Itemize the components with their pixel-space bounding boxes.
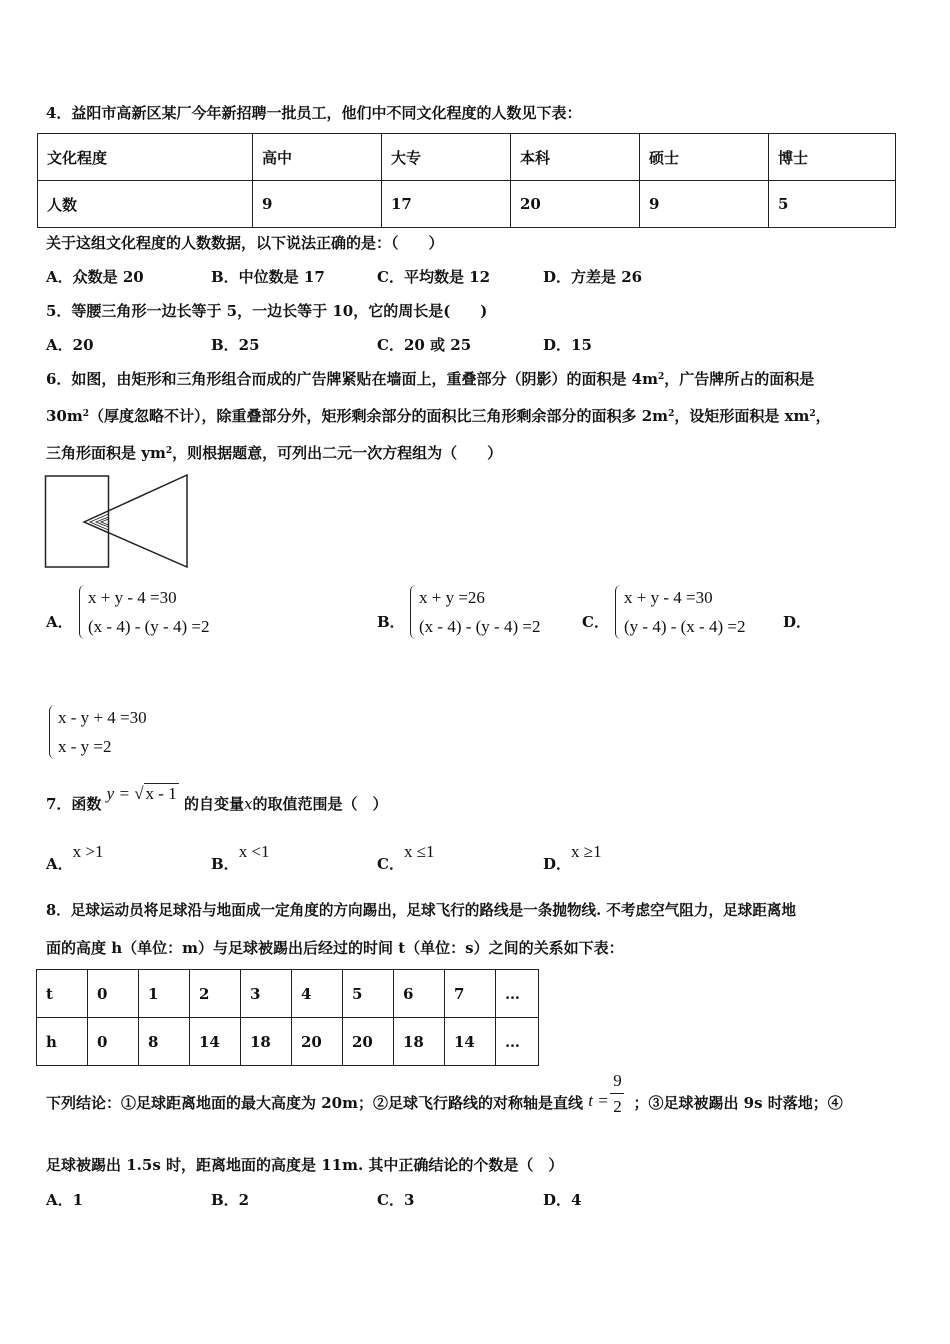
- fraction-bar: [610, 1093, 624, 1094]
- rectangle-shape: [46, 476, 109, 567]
- brace: [410, 585, 417, 639]
- table-cell: 3: [241, 970, 292, 1018]
- brace: [49, 705, 56, 759]
- q5-option-c[interactable]: C．20 或 25: [377, 336, 472, 354]
- fraction-numerator: 9: [613, 1071, 622, 1090]
- q6-text: 30m: [46, 407, 83, 425]
- table-cell: 5: [769, 181, 896, 228]
- option-label: A．: [46, 855, 73, 873]
- radicand: x - 1: [145, 784, 177, 803]
- option-math: x <1: [238, 842, 270, 861]
- q6-option-b-label[interactable]: B．: [377, 613, 405, 631]
- q6-option-d-label[interactable]: D．: [783, 613, 812, 631]
- q6-line-1: [46, 369, 814, 389]
- fraction-denominator: 2: [613, 1097, 622, 1116]
- q4-option-b[interactable]: B．中位数是 17: [211, 268, 325, 286]
- equation-system-d: [49, 703, 147, 761]
- formula-lhs: t =: [588, 1091, 609, 1110]
- option-label: D．: [543, 855, 572, 873]
- table-cell: 9: [640, 181, 769, 228]
- q8-table: [36, 969, 539, 1066]
- superscript: 2: [165, 446, 173, 456]
- q6-line-3: [46, 443, 502, 463]
- q8-line-2: 面的高度 h（单位：m）与足球被踢出后经过的时间 t（单位：s）之间的关系如下表：: [46, 939, 624, 957]
- q6-option-a-label[interactable]: A．: [46, 613, 73, 631]
- q4-stem: 4．益阳市高新区某厂今年新招聘一批员工，他们中不同文化程度的人数见下表：: [46, 104, 582, 122]
- equation-system-a: [79, 583, 209, 641]
- q7-stem: [46, 784, 388, 814]
- table-row: [37, 1018, 539, 1066]
- table-cell: 1: [139, 970, 190, 1018]
- option-label: C．: [377, 855, 404, 873]
- q7-text: 的取值范围是（ ）: [252, 795, 388, 813]
- q6-text: ，设矩形面积是 xm: [674, 407, 810, 425]
- q5-option-b[interactable]: B．25: [211, 336, 260, 354]
- table-cell: 2: [190, 970, 241, 1018]
- q8-text: ；③足球被踢出 9s 时落地；④: [633, 1094, 843, 1112]
- equation: (x - 4) - (y - 4) =2: [88, 617, 210, 636]
- q6-text: 6．如图，由矩形和三角形组合而成的广告牌紧贴在墙面上，重叠部分（阴影）的面积是 4m: [46, 370, 658, 388]
- brace: [79, 585, 86, 639]
- option-math: x >1: [72, 842, 104, 861]
- q6-option-c-label[interactable]: C．: [582, 613, 609, 631]
- q4-question: 关于这组文化程度的人数数据，以下说法正确的是：（ ）: [46, 234, 444, 252]
- q7-option-c[interactable]: [377, 842, 435, 874]
- table-cell: 20: [511, 181, 640, 228]
- table-row: [38, 181, 896, 228]
- table-cell: 人数: [38, 181, 253, 228]
- table-cell: 大专: [382, 134, 511, 181]
- q4-option-d[interactable]: D．方差是 26: [543, 268, 643, 286]
- table-cell: 20: [292, 1018, 343, 1066]
- q7-option-d[interactable]: [543, 842, 602, 874]
- table-cell: 硕士: [640, 134, 769, 181]
- table-cell: 20: [343, 1018, 394, 1066]
- q6-text: ，则根据题意，可列出二元一次方程组为（ ）: [172, 444, 503, 462]
- fraction-formula: [588, 1071, 628, 1116]
- table-cell: 6: [394, 970, 445, 1018]
- table-cell: 9: [253, 181, 382, 228]
- table-cell: 18: [394, 1018, 445, 1066]
- table-cell: 博士: [769, 134, 896, 181]
- table-cell: t: [37, 970, 88, 1018]
- table-row: [38, 134, 896, 181]
- q8-line-1: 8．足球运动员将足球沿与地面成一定角度的方向踢出，足球飞行的路线是一条抛物线. 不考虑空气阻力，足球距离地: [46, 902, 797, 919]
- equation: (x - 4) - (y - 4) =2: [419, 617, 541, 636]
- variable: x: [243, 795, 253, 813]
- table-cell: 14: [445, 1018, 496, 1066]
- superscript: 2: [809, 409, 816, 419]
- table-cell: 本科: [511, 134, 640, 181]
- q8-option-b[interactable]: B．2: [211, 1191, 250, 1209]
- q7-text: 7．函数: [46, 795, 102, 813]
- table-cell: 18: [241, 1018, 292, 1066]
- q6-text: ，: [815, 407, 831, 425]
- option-math: x ≤1: [403, 842, 435, 861]
- q7-option-a[interactable]: [46, 842, 104, 874]
- table-cell: 8: [139, 1018, 190, 1066]
- q6-text: 三角形面积是 ym: [46, 444, 166, 462]
- q8-text: 下列结论：①足球距离地面的最大高度为 20m；②足球飞行路线的对称轴是直线: [46, 1094, 583, 1112]
- q6-text: （厚度忽略不计），除重叠部分外，矩形剩余部分的面积比三角形剩余部分的面积多 2m: [89, 407, 669, 425]
- q8-option-a[interactable]: A．1: [46, 1191, 84, 1209]
- q4-option-a[interactable]: A．众数是 20: [46, 268, 144, 286]
- table-cell: 5: [343, 970, 394, 1018]
- q5-option-d[interactable]: D．15: [543, 336, 592, 354]
- equation: (y - 4) - (x - 4) =2: [624, 617, 746, 636]
- brace: [615, 585, 622, 639]
- superscript: 2: [82, 409, 90, 419]
- equation: x + y - 4 =30: [88, 588, 177, 607]
- function-formula: [107, 784, 179, 803]
- table-cell: 0: [88, 1018, 139, 1066]
- table-cell: 高中: [253, 134, 382, 181]
- q8-option-d[interactable]: D．4: [543, 1191, 582, 1209]
- q5-stem: 5．等腰三角形一边长等于 5，一边长等于 10，它的周长是( ): [46, 302, 488, 320]
- equation-system-c: [615, 583, 745, 641]
- table-cell: h: [37, 1018, 88, 1066]
- q7-text: 的自变量: [183, 795, 244, 813]
- table-cell: 14: [190, 1018, 241, 1066]
- table-cell: 17: [382, 181, 511, 228]
- q6-line-2: [46, 406, 831, 426]
- option-math: x ≥1: [571, 842, 602, 861]
- sqrt-symbol: √: [134, 784, 144, 803]
- superscript: 2: [657, 372, 665, 382]
- q6-text: ，广告牌所占的面积是: [664, 370, 815, 388]
- equation-system-b: [410, 583, 540, 641]
- table-cell: …: [496, 970, 539, 1018]
- overlap-shading: [84, 511, 109, 533]
- equation: x - y + 4 =30: [58, 708, 147, 727]
- q4-table: [37, 133, 896, 228]
- option-label: B．: [211, 855, 239, 873]
- table-cell: 7: [445, 970, 496, 1018]
- q4-option-c[interactable]: C．平均数是 12: [377, 268, 491, 286]
- table-row: [37, 970, 539, 1018]
- equation: x - y =2: [58, 737, 112, 756]
- billboard-figure: [44, 473, 190, 570]
- q8-option-c[interactable]: C．3: [377, 1191, 415, 1209]
- q8-conclusions-line-2: 足球被踢出 1.5s 时，距离地面的高度是 11m. 其中正确结论的个数是（ ）: [46, 1156, 564, 1174]
- table-cell: 4: [292, 970, 343, 1018]
- equation: x + y - 4 =30: [624, 588, 713, 607]
- table-cell: 0: [88, 970, 139, 1018]
- q7-option-b[interactable]: [211, 842, 270, 874]
- table-cell: 文化程度: [38, 134, 253, 181]
- superscript: 2: [668, 409, 675, 419]
- equation: x + y =26: [419, 588, 485, 607]
- table-cell: …: [496, 1018, 539, 1066]
- q8-conclusions-line-1: [46, 1071, 843, 1116]
- q5-option-a[interactable]: A．20: [46, 336, 94, 354]
- formula-lhs: y =: [106, 784, 130, 803]
